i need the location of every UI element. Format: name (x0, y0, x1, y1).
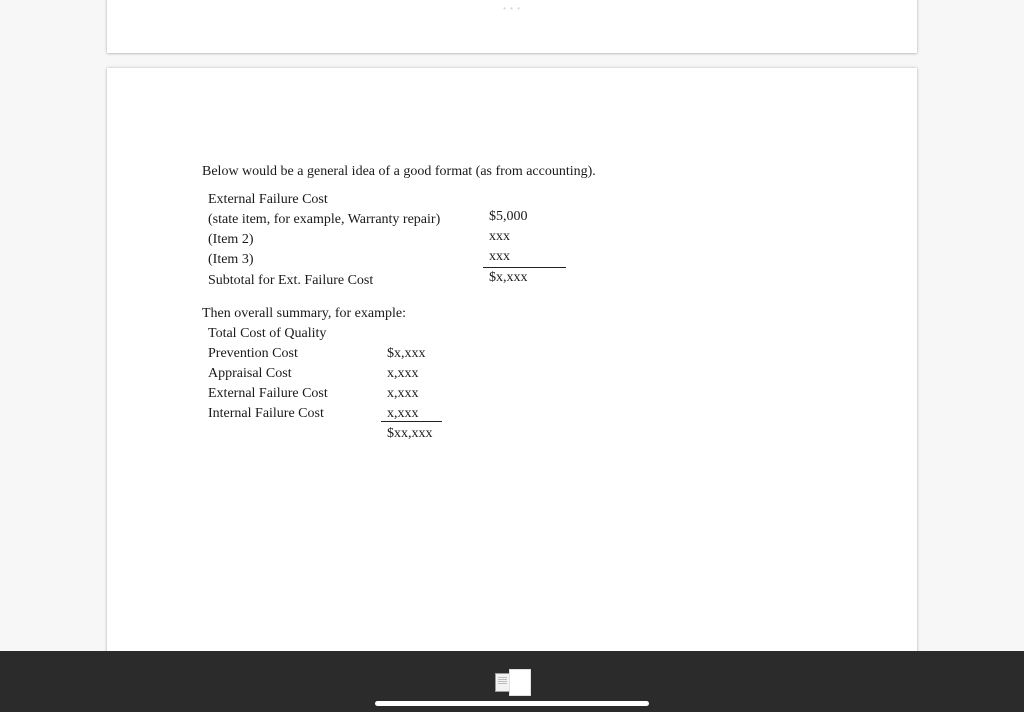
current-page[interactable] (107, 68, 917, 668)
summary-item-value: x,xxx (387, 386, 419, 401)
previous-page-marker: • • • (503, 4, 521, 13)
page-thumbnail[interactable] (495, 673, 510, 692)
total-cost-heading: Total Cost of Quality (208, 326, 327, 341)
external-item-label: (Item 3) (208, 252, 254, 267)
bottom-toolbar (0, 651, 1024, 712)
summary-item-label: Appraisal Cost (208, 366, 292, 381)
subtotal-rule (483, 267, 566, 268)
summary-item-value: x,xxx (387, 406, 419, 421)
external-subtotal-label: Subtotal for Ext. Failure Cost (208, 273, 374, 288)
summary-intro-text: Then overall summary, for example: (202, 306, 406, 321)
total-rule (381, 421, 442, 422)
intro-text: Below would be a general idea of a good format (as from accounting). (202, 164, 596, 179)
external-failure-heading: External Failure Cost (208, 192, 328, 207)
summary-item-label: Prevention Cost (208, 346, 298, 361)
external-item-value: $5,000 (489, 209, 528, 224)
page-thumbnails-icon[interactable] (494, 668, 534, 696)
page-thumbnail-current[interactable] (509, 669, 531, 696)
summary-item-label: External Failure Cost (208, 386, 328, 401)
external-item-value: xxx (489, 229, 510, 244)
summary-item-label: Internal Failure Cost (208, 406, 324, 421)
previous-page[interactable] (107, 0, 917, 53)
external-item-value: xxx (489, 249, 510, 264)
external-subtotal-value: $x,xxx (489, 270, 528, 285)
home-indicator[interactable] (375, 701, 649, 706)
summary-item-value: x,xxx (387, 366, 419, 381)
external-item-label: (Item 2) (208, 232, 254, 247)
external-item-label: (state item, for example, Warranty repair) (208, 212, 441, 227)
summary-item-value: $x,xxx (387, 346, 426, 361)
total-cost-value: $xx,xxx (387, 426, 433, 441)
